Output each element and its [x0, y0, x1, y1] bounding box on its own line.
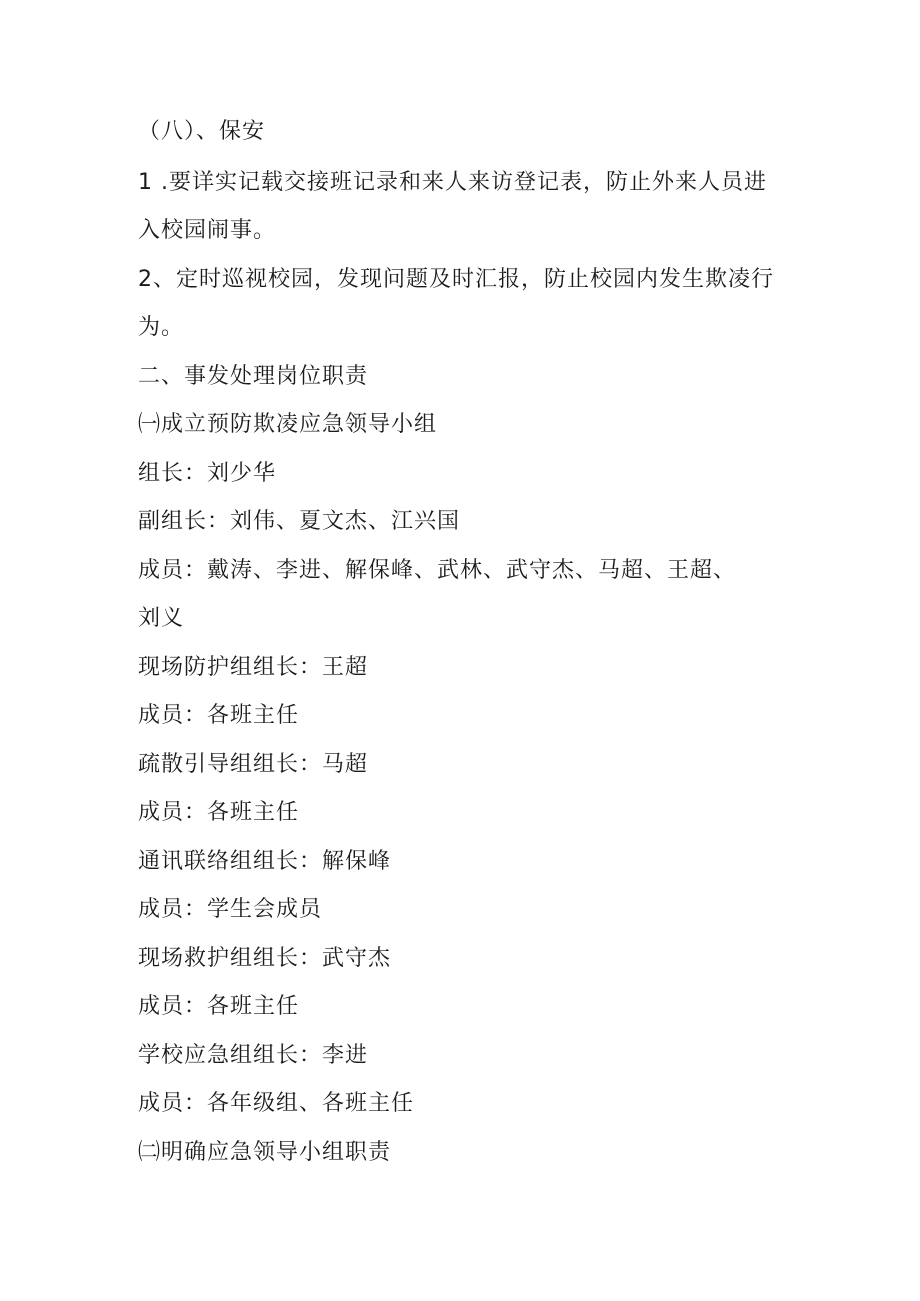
paragraph-line: 成员：各班主任: [138, 994, 300, 1019]
paragraph-line: 现场救护组组长：武守杰: [138, 946, 392, 971]
subsection-heading: ㈡明确应急领导小组职责: [138, 1140, 392, 1165]
section-heading-duties: 二、事发处理岗位职责: [138, 364, 369, 389]
paragraph-line: 成员：各班主任: [138, 800, 300, 825]
paragraph-line: 入校园闹事。: [138, 218, 277, 243]
paragraph-line: 现场防护组组长：王超: [138, 655, 369, 680]
paragraph-line: 成员：戴涛、李进、解保峰、武林、武守杰、马超、王超、: [138, 558, 737, 583]
section-heading-security: （八）、保安: [138, 119, 266, 144]
paragraph-line: 通讯联络组组长：解保峰: [138, 849, 392, 874]
paragraph-line: 成员：学生会成员: [138, 897, 323, 922]
paragraph-line: 组长：刘少华: [138, 461, 277, 486]
paragraph-line: 学校应急组组长：李进: [138, 1043, 369, 1068]
paragraph-line: 1 .要详实记载交接班记录和来人来访登记表，防止外来人员进: [138, 170, 767, 195]
paragraph-line: 成员：各年级组、各班主任: [138, 1091, 415, 1116]
subsection-heading: ㈠成立预防欺凌应急领导小组: [138, 412, 438, 437]
paragraph-line: 成员：各班主任: [138, 703, 300, 728]
paragraph-line: 刘义: [138, 606, 185, 631]
paragraph-line: 为。: [138, 315, 185, 340]
paragraph-line: 疏散引导组组长：马超: [138, 752, 369, 777]
paragraph-line: 2、定时巡视校园，发现问题及时汇报，防止校园内发生欺凌行: [138, 267, 774, 292]
paragraph-line: 副组长：刘伟、夏文杰、江兴国: [138, 509, 461, 534]
